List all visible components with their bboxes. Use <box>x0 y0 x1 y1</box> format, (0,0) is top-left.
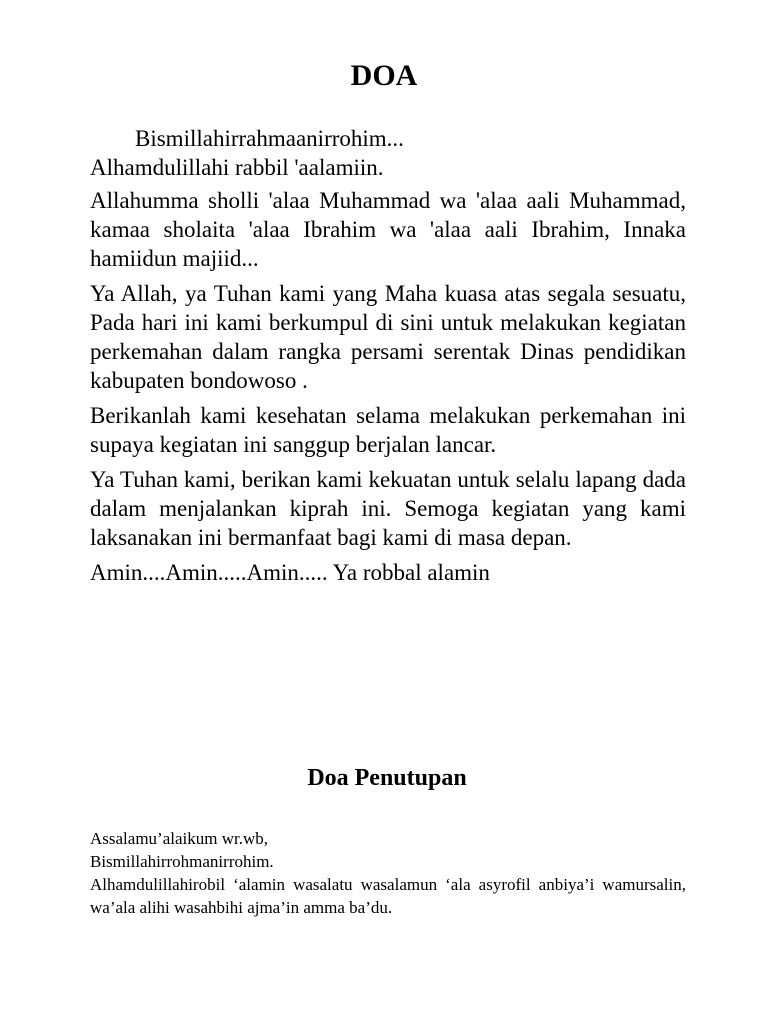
page-title: DOA <box>350 59 418 92</box>
paragraph-amin: Amin....Amin.....Amin..... Ya robbal alamin <box>90 560 490 585</box>
closing-greeting: Assalamu’alaikum wr.wb, <box>90 829 268 848</box>
paragraph-shalawat: Allahumma sholli 'alaa Muhammad wa 'alaa aali Muhammad, kamaa sholaita 'alaa Ibrahim wa 'alaa aali Ibrahim, Innaka hamiidun majiid... <box>90 188 686 271</box>
opening-lines <box>90 124 686 182</box>
prayer-body <box>90 124 686 593</box>
section-title-closing: Doa Penutupan <box>307 765 467 791</box>
closing-basmalah: Bismillahirrohmanirrohim. <box>90 852 274 871</box>
paragraph-strength: Ya Tuhan kami, berikan kami kekuatan untuk selalu lapang dada dalam menjalankan kiprah ini. Semoga kegiatan yang kami laksanakan ini bermanfaat bagi kami di masa depan. <box>90 467 686 550</box>
paragraph-health: Berikanlah kami kesehatan selama melakukan perkemahan ini supaya kegiatan ini sanggup berjalan lancar. <box>90 403 686 457</box>
opening-line-basmalah: Bismillahirrahmaanirrohim... <box>135 126 404 151</box>
closing-prayer-body <box>90 827 686 919</box>
paragraph-purpose: Ya Allah, ya Tuhan kami yang Maha kuasa atas segala sesuatu, Pada hari ini kami berkumpul di sini untuk melakukan kegiatan perkemahan dalam rangka persami serentak Dinas pendidikan kabupaten bondowoso . <box>90 281 686 393</box>
opening-line-hamdalah: Alhamdulillahi rabbil 'aalamiin. <box>90 155 384 180</box>
closing-paragraph: Alhamdulillahirobil ‘alamin wasalatu wasalamun ‘ala asyrofil anbiya’i wamursalin, wa’ala alihi wasahbihi ajma’in amma ba’du. <box>90 875 686 917</box>
